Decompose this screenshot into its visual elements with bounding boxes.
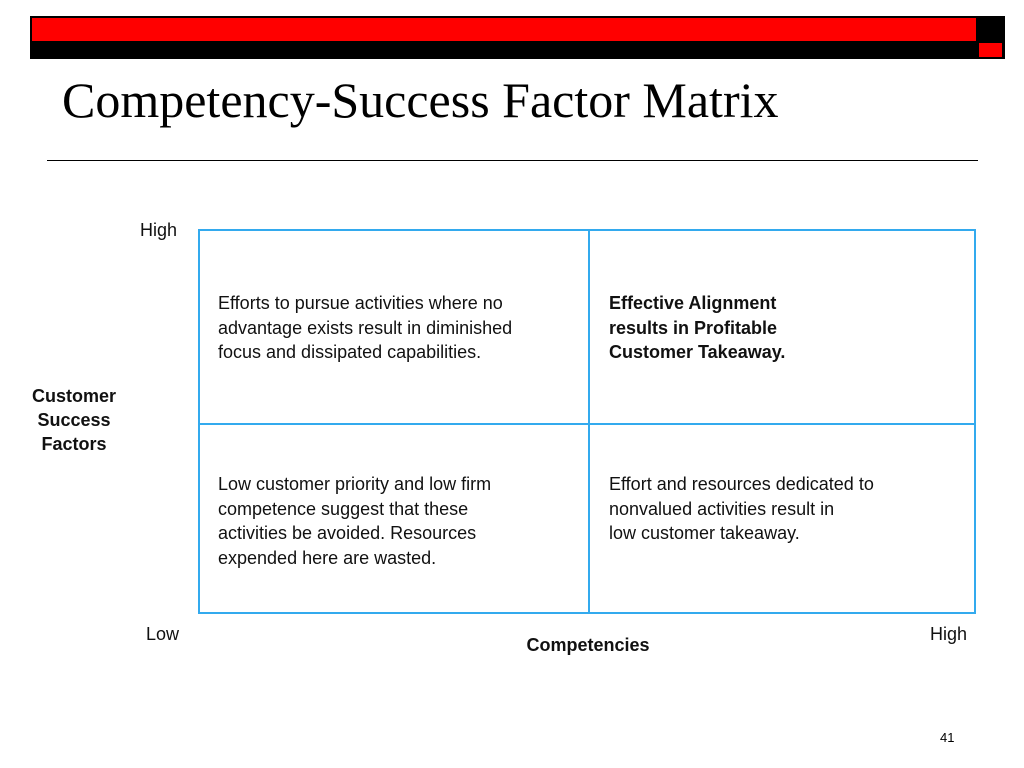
y-axis-title-line: Factors [41, 434, 107, 454]
quadrant-text-line: Efforts to pursue activities where no [218, 293, 503, 313]
origin-low-label: Low [146, 624, 180, 644]
quadrant-text-line: expended here are wasted. [218, 547, 437, 568]
quadrant-top-left [218, 291, 512, 365]
quadrant-top-right [609, 291, 785, 365]
quadrant-text-line: Customer Takeaway. [609, 342, 786, 362]
quadrant-bottom-left [218, 472, 491, 570]
quadrant-text-line: Low customer priority and low firm [218, 474, 492, 494]
x-axis-title: Competencies [526, 635, 650, 655]
matrix-horizontal-divider [200, 423, 974, 425]
y-axis-title [14, 384, 134, 456]
competency-matrix [198, 229, 976, 614]
quadrant-text-line: results in Profitable [609, 317, 778, 338]
quadrant-text-line: focus and dissipated capabilities. [218, 342, 482, 362]
y-axis-high-label: High [140, 220, 178, 240]
quadrant-text-line: nonvalued activities result in [609, 498, 835, 519]
quadrant-text-line: activities be avoided. Resources [218, 523, 477, 543]
quadrant-text-line: advantage exists result in diminished [218, 317, 513, 338]
quadrant-bottom-right [609, 472, 874, 546]
quadrant-text-line: competence suggest that these [218, 498, 469, 519]
title-divider [47, 160, 978, 161]
matrix-vertical-divider [588, 231, 590, 612]
y-axis-title-line: Success [37, 410, 111, 430]
y-axis-title-line: Customer [31, 386, 116, 406]
quadrant-text-line: Effort and resources dedicated to [609, 474, 874, 494]
header-corner-block [979, 43, 1002, 57]
header-accent-stripe [32, 18, 976, 41]
slide-title: Competency-Success Factor Matrix [62, 72, 779, 128]
x-axis-high-label: High [930, 624, 968, 644]
page-number: 41 [940, 730, 955, 745]
quadrant-text-line: Effective Alignment [609, 293, 777, 313]
quadrant-text-line: low customer takeaway. [609, 523, 800, 543]
